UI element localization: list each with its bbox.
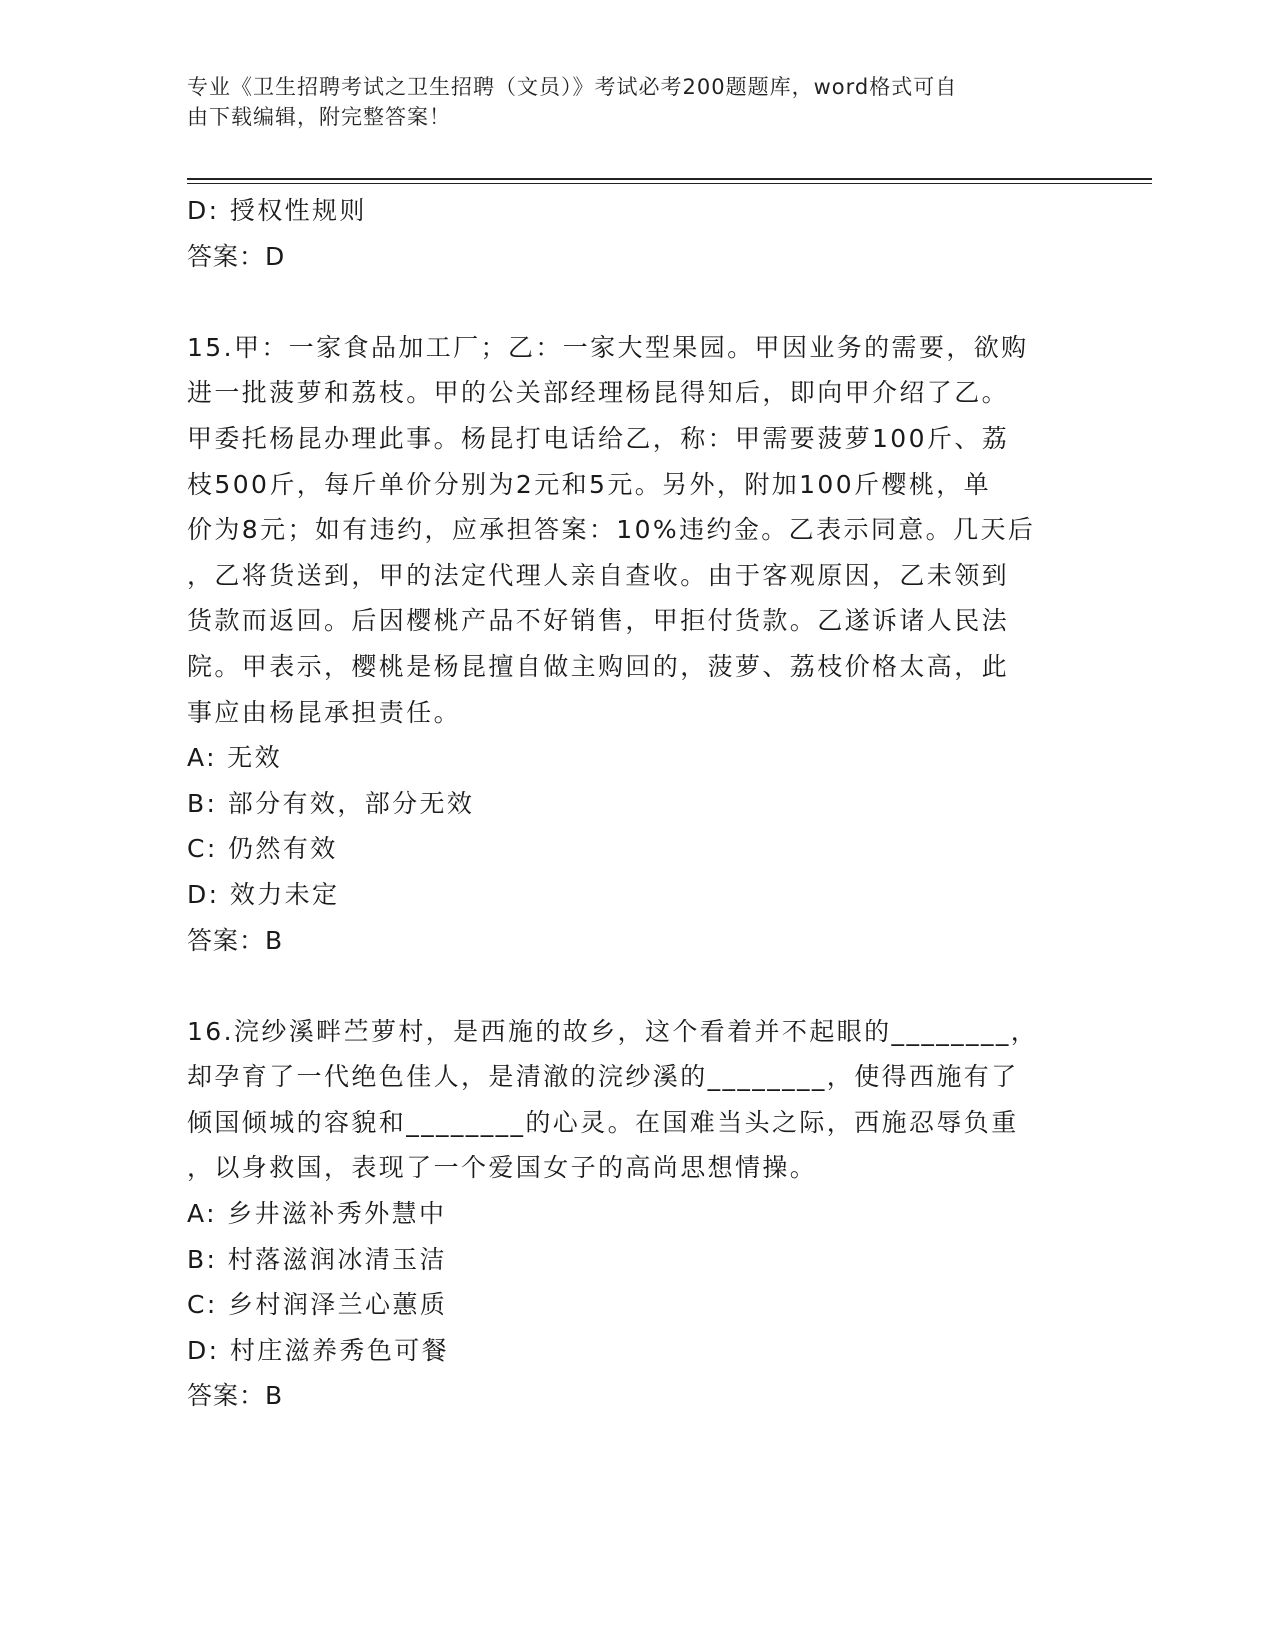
q15-line: 价为8元；如有违约，应承担答案：10%违约金。乙表示同意。几天后 (187, 515, 1036, 545)
q16-option-a: A: 乡井滋补秀外慧中 (187, 1199, 447, 1229)
prev-answer: 答案：D (187, 241, 286, 271)
spacer (187, 279, 1067, 325)
question-15 (187, 325, 1067, 963)
q15-line: 货款而返回。后因樱桃产品不好销售，甲拒付货款。乙遂诉诸人民法 (187, 606, 1010, 636)
page-header (187, 72, 1087, 132)
q16-line: 倾国倾城的容貌和________的心灵。在国难当头之际，西施忍辱负重 (187, 1107, 1019, 1137)
header-line-2: 由下载编辑，附完整答案！ (187, 105, 451, 129)
q15-line: 进一批菠萝和荔枝。甲的公关部经理杨昆得知后，即向甲介绍了乙。 (187, 378, 1010, 408)
q15-option-c: C: 仍然有效 (187, 834, 338, 864)
q15-answer: 答案：B (187, 925, 284, 955)
q15-option-a: A: 无效 (187, 743, 283, 773)
header-line-1: 专业《卫生招聘考试之卫生招聘（文员）》考试必考200题题库，word格式可自 (187, 75, 958, 99)
q15-line: 枝500斤，每斤单价分别为2元和5元。另外，附加100斤樱桃，单 (187, 469, 992, 499)
q15-line: 院。甲表示，樱桃是杨昆擅自做主购回的，菠萝、荔枝价格太高，此 (187, 651, 1010, 681)
q16-option-d: D: 村庄滋养秀色可餐 (187, 1335, 450, 1365)
q16-option-b: B: 村落滋润冰清玉洁 (187, 1244, 447, 1274)
header-divider-thin (187, 183, 1152, 184)
document-body (187, 188, 1067, 1419)
prev-option-d: D: 授权性规则 (187, 196, 367, 225)
q16-line: ，以身救国，表现了一个爱国女子的高尚思想情操。 (187, 1153, 818, 1183)
q15-option-d: D: 效力未定 (187, 879, 340, 909)
q16-option-c: C: 乡村润泽兰心蕙质 (187, 1290, 448, 1320)
q16-line: 却孕育了一代绝色佳人，是清澈的浣纱溪的________，使得西施有了 (187, 1062, 1019, 1092)
q15-line: 甲委托杨昆办理此事。杨昆打电话给乙，称：甲需要菠萝100斤、荔 (187, 423, 1010, 453)
q15-line: 15.甲：一家食品加工厂；乙：一家大型果园。甲因业务的需要，欲购 (187, 332, 1029, 362)
header-divider-thick (187, 178, 1152, 180)
question-16 (187, 1009, 1067, 1419)
q15-line: 事应由杨昆承担责任。 (187, 697, 462, 727)
spacer (187, 963, 1067, 1009)
q15-line: ，乙将货送到，甲的法定代理人亲自查收。由于客观原因，乙未领到 (187, 560, 1010, 590)
q15-option-b: B: 部分有效，部分无效 (187, 788, 475, 818)
q16-line: 16.浣纱溪畔苎萝村，是西施的故乡，这个看着并不起眼的________， (187, 1016, 1039, 1046)
q16-answer: 答案：B (187, 1381, 284, 1411)
